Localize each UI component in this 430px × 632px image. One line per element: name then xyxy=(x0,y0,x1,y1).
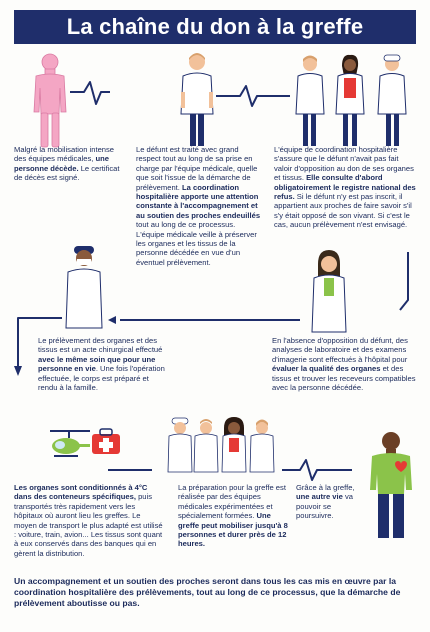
step1-post: Le certificat de décès est signé. xyxy=(14,163,120,183)
step1-pre: Malgré la mobilisation intense des équipes médicales, xyxy=(14,145,115,164)
step1-bold: une personne décède. xyxy=(14,154,109,173)
step7-bold: Une greffe peut mobiliser jusqu'à 8 personnes et durer près de 12 heures. xyxy=(178,511,288,549)
surgeon-illustration xyxy=(62,244,106,328)
step1-text xyxy=(14,145,126,183)
surgical-team-illustration xyxy=(166,416,278,472)
step5-bold: avec le même soin que pour une personne en vie xyxy=(38,354,156,374)
step7-text xyxy=(178,483,288,549)
step5-post: . Une fois l'opération effectuée, le corps est préparé et rendu à la famille. xyxy=(38,364,165,393)
organ-cooler-icon xyxy=(90,428,122,456)
step8-pre: Grâce à la greffe, xyxy=(296,483,355,492)
doctor-illustration xyxy=(178,52,216,150)
page-title-text: La chaîne du don à la greffe xyxy=(66,14,364,39)
step3-post: Si le défunt n'y est pas inscrit, il appartient aux proches de faire savoir s'il s'y était opposé de son vivant. Si c'est le cas, aucun prélèvement n'est envisagé. xyxy=(274,192,412,230)
transport-helicopter-icon xyxy=(48,430,92,460)
conclusion-text: Un accompagnement et un soutien des proches seront dans tous les cas mis en œuvre par la coordination hospitalière des prélèvements, tout au long de ce processus, que la démarche de prélèvement aboutisse ou pas. xyxy=(14,576,401,608)
step5-text xyxy=(38,336,170,392)
step7-pre: La préparation pour la greffe est réalisée par des équipes médicales expérimentées et spécialement formées. xyxy=(178,483,286,521)
step5-pre: Le prélèvement des organes et des tissus est un acte chirurgical effectué xyxy=(38,336,163,355)
step6-bold: Les organes sont conditionnés à 4°C dans des conteneurs spécifiques, xyxy=(14,483,148,502)
deceased-person-illustration xyxy=(30,52,70,150)
step2-pre: Le défunt est traité avec grand respect tout au long de sa prise en charge par l'équipe médicale, quelle que soit l'issue de la démarche de prélèvement. xyxy=(136,145,258,192)
step3-bold: Elle consulte d'abord obligatoirement le registre national des refus. xyxy=(274,173,416,202)
step2-text xyxy=(136,145,262,267)
coordination-team-illustration xyxy=(292,52,412,150)
step3-pre: L'équipe de coordination hospitalière s'assure que le défunt n'avait pas fait valoir d'opposition au don de ses organes et tissus. xyxy=(274,145,414,183)
step8-text xyxy=(296,483,368,521)
step3-text xyxy=(274,145,416,230)
lab-doctor-illustration xyxy=(308,250,350,332)
step4-pre: En l'absence d'opposition du défunt, des analyses de laboratoire et des examens d'imagerie sont effectués à l'hôpital pour xyxy=(272,336,408,364)
step8-post: va pouvoir se poursuivre. xyxy=(296,492,353,521)
step2-bold: La coordination hospitalière apporte une attention constante à l'accompagnement et au soutien des proches endeuillés xyxy=(136,182,261,220)
step6-text xyxy=(14,483,164,558)
step6-post: puis transportés très rapidement vers les hôpitaux où auront lieu les greffes. Le moyen de transport le plus adapté est utilisé : voiture, train, avion... Les tissus sont quant à eux conservés dans des banques qui en gèrent la distribution. xyxy=(14,492,163,558)
step4-text xyxy=(272,336,418,392)
step8-bold: une autre vie xyxy=(296,492,343,502)
step4-mid: et des tissus et trouver les receveurs compatibles avec la personne décédée. xyxy=(272,364,416,393)
step2-post: tout au long de ce processus. L'équipe médicale veille à préserver les organes et les tissus de la personne décédée en vue d'un éventuel prélèvement. xyxy=(136,220,257,267)
step4-bold: évaluer la qualité des organes xyxy=(272,364,381,374)
recipient-person-illustration xyxy=(368,430,414,540)
